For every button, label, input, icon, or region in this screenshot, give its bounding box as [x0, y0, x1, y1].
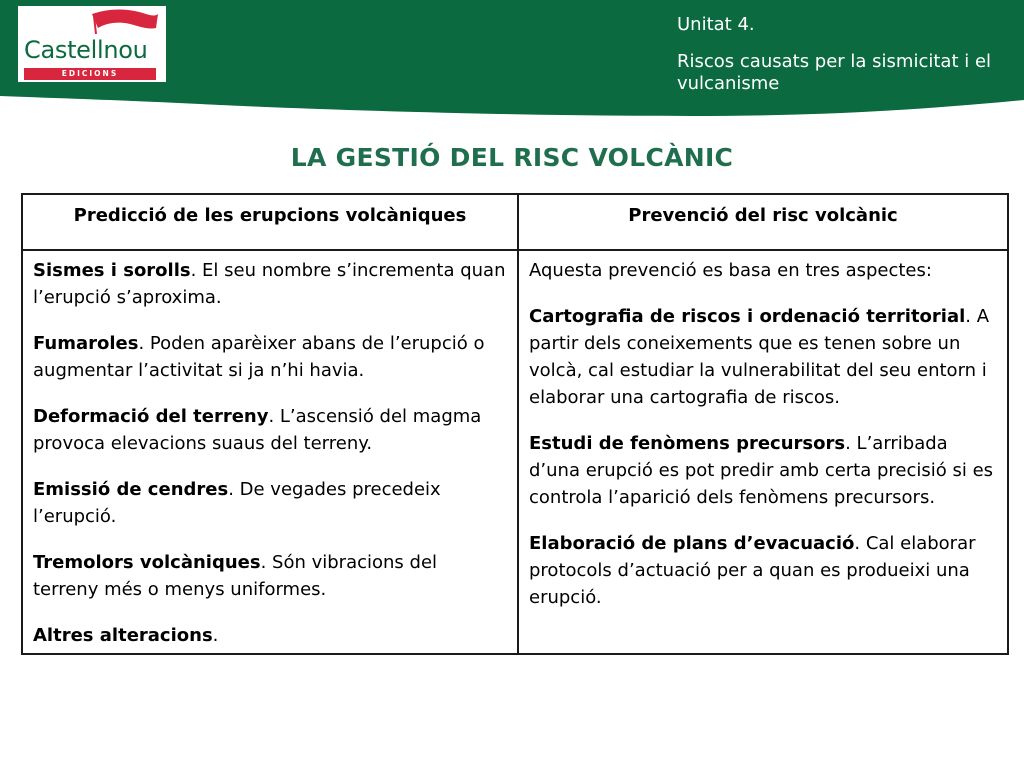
list-item [33, 257, 507, 311]
item-text: . De vegades precedeix l’erupció. [33, 479, 441, 527]
list-item [33, 403, 507, 457]
header-prediction: Predicció de les erupcions volcàniques [22, 194, 518, 250]
item-term: Estudi de fenòmens precursors [529, 433, 846, 454]
item-term: Cartografia de riscos i ordenació territorial [529, 306, 966, 327]
risk-table [21, 193, 1009, 655]
item-text: . [212, 625, 219, 646]
item-term: Emissió de cendres [33, 479, 229, 500]
item-text: . Cal elaborar protocols d’actuació per a quan es produeixi una erupció. [529, 533, 976, 608]
item-term: Tremolors volcàniques [33, 552, 261, 573]
item-text: . L’arribada d’una erupció es pot predir amb certa precisió si es controla l’aparició dels fenòmens precursors. [529, 433, 994, 508]
item-text: . L’ascensió del magma provoca elevacions suaus del terreny. [33, 406, 482, 454]
list-item [33, 330, 507, 384]
prevention-column [518, 250, 1008, 654]
logo [18, 6, 166, 82]
table-body-row [22, 250, 1008, 654]
header-prevention: Prevenció del risc volcànic [518, 194, 1008, 250]
logo-subtitle: EDICIONS [24, 68, 156, 80]
item-term: Altres alteracions [33, 625, 213, 646]
logo-word: Castellnou [24, 36, 148, 64]
unit-label: Unitat 4. [677, 14, 755, 35]
prediction-column [22, 250, 518, 654]
item-term: Fumaroles [33, 333, 139, 354]
list-item [529, 430, 997, 511]
item-text: . Són vibracions del terreny més o menys uniformes. [33, 552, 438, 600]
intro-text: Aquesta prevenció es basa en tres aspectes: [529, 260, 932, 281]
list-item [529, 303, 997, 411]
list-item [33, 549, 507, 603]
table-header-row [22, 194, 1008, 250]
item-text: . Poden aparèixer abans de l’erupció o augmentar l’activitat si ja n’hi havia. [33, 333, 485, 381]
item-text: . A partir dels coneixements que es tenen sobre un volcà, cal estudiar la vulnerabilitat del seu entorn i elaborar una cartografia de riscos. [529, 306, 990, 408]
page-title: LA GESTIÓ DEL RISC VOLCÀNIC [290, 143, 734, 172]
unit-subtitle: Riscos causats per la sismicitat i el vulcanisme [677, 51, 992, 94]
item-term: Sismes i sorolls [33, 260, 191, 281]
item-term: Elaboració de plans d’evacuació [529, 533, 855, 554]
list-item [33, 622, 507, 649]
list-item [33, 476, 507, 530]
item-term: Deformació del terreny [33, 406, 269, 427]
list-item [529, 530, 997, 611]
header-banner [0, 0, 1024, 118]
item-text: . El seu nombre s’incrementa quan l’erupció s’aproxima. [33, 260, 506, 308]
